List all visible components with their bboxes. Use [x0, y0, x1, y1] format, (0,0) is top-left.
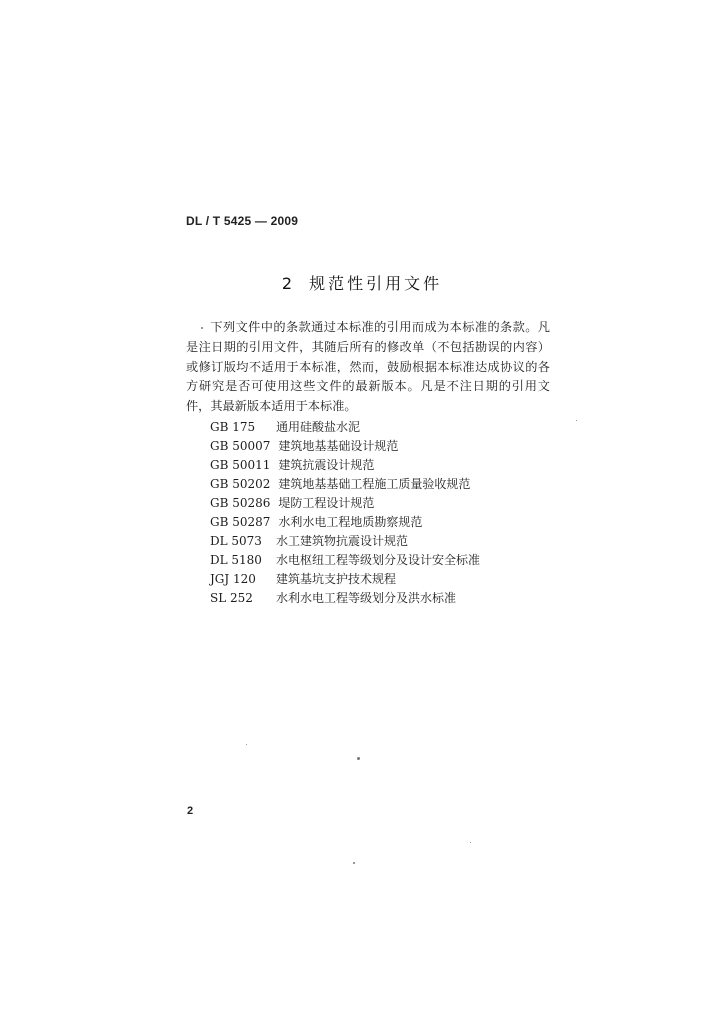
reference-item — [210, 551, 480, 570]
page-number: 2 — [187, 805, 194, 817]
scan-speck — [576, 420, 577, 421]
reference-name: 水利水电工程等级划分及洪水标准 — [276, 591, 457, 605]
reference-code: SL 252 — [210, 591, 253, 605]
reference-item — [210, 570, 480, 589]
reference-code: GB 175 — [210, 420, 256, 434]
reference-item — [210, 418, 480, 437]
reference-code: GB 50287 — [210, 515, 271, 529]
intro-paragraph-text: 下列文件中的条款通过本标准的引用而成为本标准的条款。凡是注日期的引用文件，其随后所有的修改单（不包括勘误的内容）或修订版均不适用于本标准，然而，鼓励根据本标准达成协议的各方研究是否可使用这些文件的最新版本。凡是不注日期的引用文件，其最新版本适用于本标准。 — [186, 320, 550, 414]
reference-item — [210, 513, 480, 532]
reference-name: 水利水电工程地质勘察规范 — [278, 515, 423, 529]
reference-item — [210, 494, 480, 513]
reference-name: 建筑抗震设计规范 — [278, 458, 375, 472]
scan-speck — [470, 842, 471, 843]
reference-name: 建筑地基基础设计规范 — [278, 439, 399, 453]
reference-code: GB 50286 — [210, 496, 271, 510]
section-heading — [0, 271, 724, 294]
reference-item — [210, 589, 480, 608]
reference-name: 建筑地基基础工程施工质量验收规范 — [278, 477, 471, 491]
reference-name: 水工建筑物抗震设计规范 — [276, 534, 409, 548]
intro-paragraph — [186, 318, 550, 417]
reference-code: GB 50011 — [210, 458, 271, 472]
reference-name: 通用硅酸盐水泥 — [276, 420, 361, 434]
reference-code: DL 5073 — [210, 534, 262, 548]
section-title: 规范性引用文件 — [309, 274, 443, 293]
scan-speck — [357, 757, 360, 760]
reference-code: JGJ 120 — [210, 572, 256, 586]
section-number: 2 — [281, 274, 296, 293]
scan-speck — [201, 327, 203, 329]
reference-name: 堤防工程设计规范 — [278, 496, 375, 510]
reference-list — [210, 418, 480, 608]
scan-speck — [246, 744, 247, 745]
reference-name: 水电枢纽工程等级划分及设计安全标准 — [276, 553, 481, 567]
reference-code: GB 50202 — [210, 477, 271, 491]
reference-item — [210, 475, 480, 494]
reference-name: 建筑基坑支护技术规程 — [276, 572, 397, 586]
reference-item — [210, 456, 480, 475]
reference-item — [210, 532, 480, 551]
reference-item — [210, 437, 480, 456]
scan-speck — [353, 862, 355, 864]
reference-code: GB 50007 — [210, 439, 271, 453]
reference-code: DL 5180 — [210, 553, 262, 567]
standard-code: DL / T 5425 — 2009 — [186, 214, 299, 228]
